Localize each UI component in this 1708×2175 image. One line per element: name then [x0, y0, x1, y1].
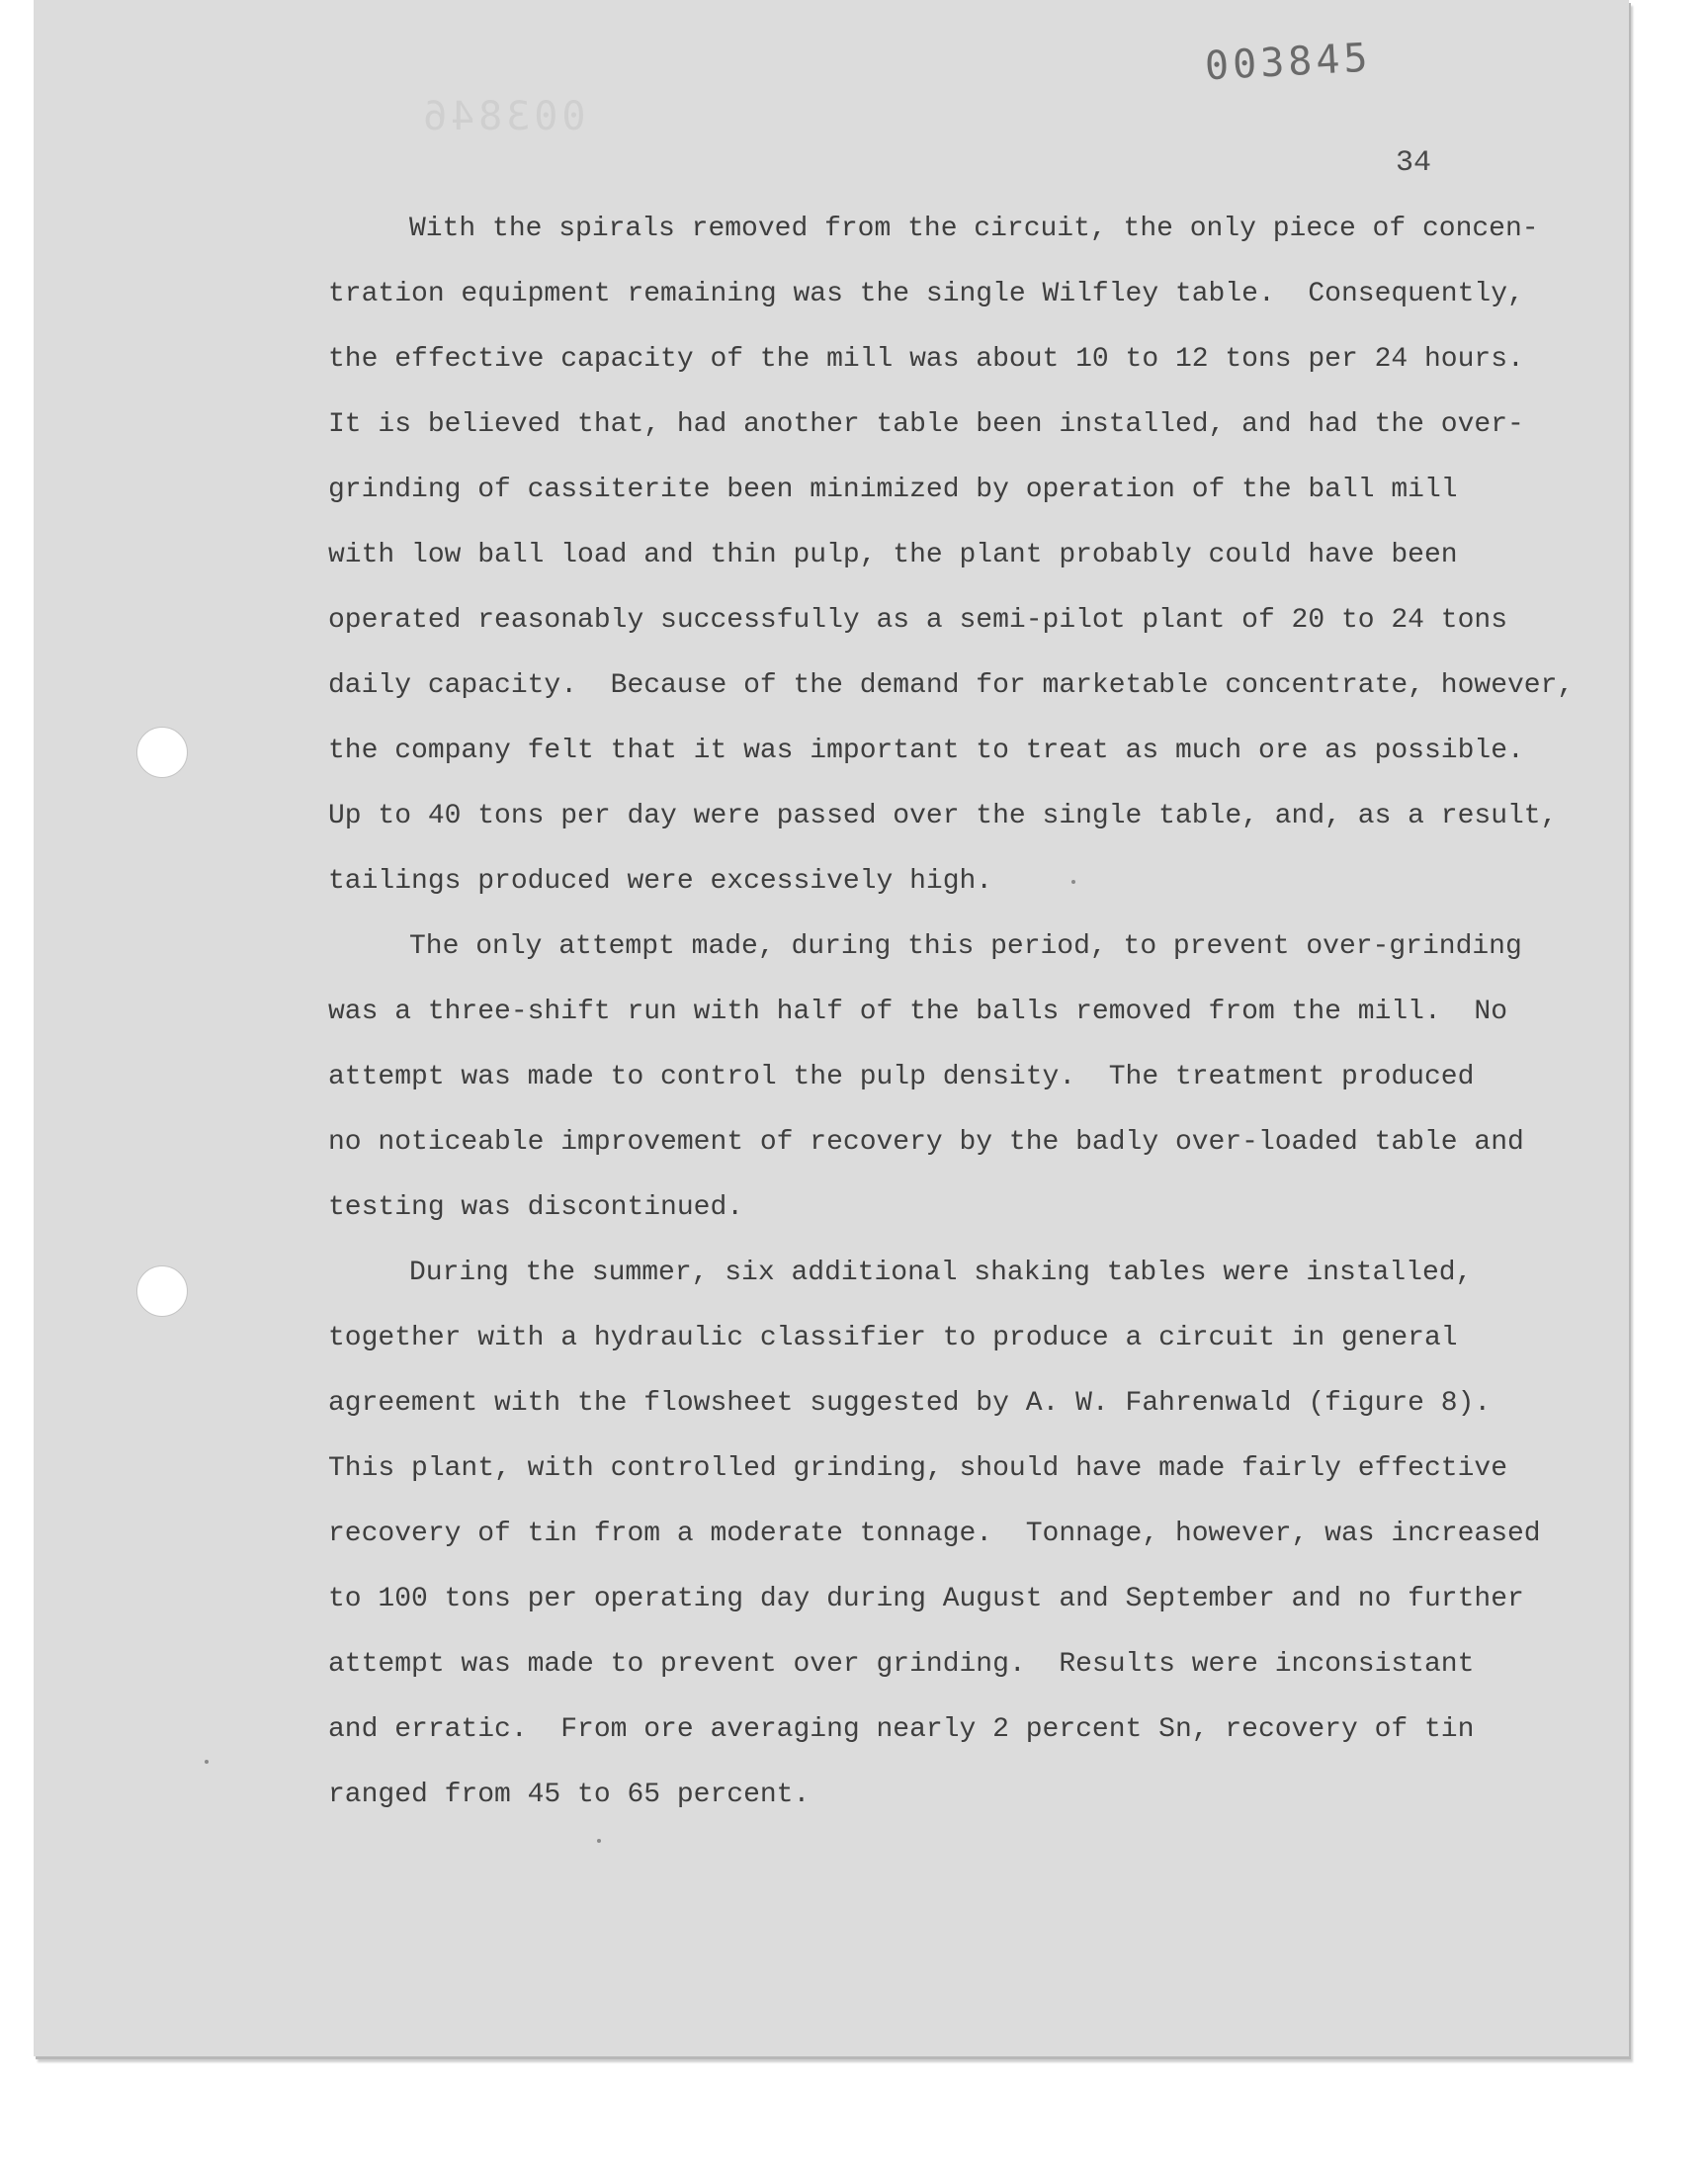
text-line: the effective capacity of the mill was about 10 to 12 tons per 24 hours. [328, 344, 1524, 375]
body-text [328, 204, 1603, 1835]
text-line: operated reasonably successfully as a semi-pilot plant of 20 to 24 tons [328, 605, 1507, 636]
text-line: With the spirals removed from the circuit, the only piece of concen- [409, 214, 1539, 244]
text-line: During the summer, six additional shaking tables were installed, [409, 1258, 1473, 1288]
speck-mark [597, 1839, 601, 1843]
text-line: It is believed that, had another table been installed, and had the over- [328, 409, 1524, 440]
text-line: recovery of tin from a moderate tonnage. Tonnage, however, was increased [328, 1519, 1541, 1549]
text-line: agreement with the flowsheet suggested by A. W. Fahrenwald (figure 8). [328, 1388, 1492, 1419]
document-page [34, 0, 1629, 2056]
text-line: and erratic. From ore averaging nearly 2 percent Sn, recovery of tin [328, 1714, 1475, 1745]
text-line: attempt was made to prevent over grinding. Results were inconsistant [328, 1649, 1475, 1680]
stamp-number: 003845 [1203, 35, 1373, 90]
text-line: Up to 40 tons per day were passed over the single table, and, as a result, [328, 801, 1558, 831]
text-line: ranged from 45 to 65 percent. [328, 1780, 811, 1810]
text-line: no noticeable improvement of recovery by the badly over-loaded table and [328, 1127, 1524, 1158]
text-line: the company felt that it was important to treat as much ore as possible. [328, 736, 1524, 766]
text-line: together with a hydraulic classifier to produce a circuit in general [328, 1323, 1458, 1353]
text-line: The only attempt made, during this period, to prevent over-grinding [409, 931, 1522, 962]
text-line: daily capacity. Because of the demand for marketable concentrate, however, [328, 670, 1575, 701]
text-line: tration equipment remaining was the single Wilfley table. Consequently, [328, 279, 1524, 309]
text-line: with low ball load and thin pulp, the plant probably could have been [328, 540, 1458, 570]
text-line: grinding of cassiterite been minimized by operation of the ball mill [328, 475, 1458, 505]
speck-mark [205, 1760, 209, 1764]
text-line: to 100 tons per operating day during August and September and no further [328, 1584, 1524, 1614]
page-number: 34 [1396, 146, 1432, 180]
text-line: was a three-shift run with half of the balls removed from the mill. No [328, 997, 1507, 1027]
text-line: tailings produced were excessively high. [328, 866, 993, 897]
text-line: attempt was made to control the pulp density. The treatment produced [328, 1062, 1475, 1092]
text-line: testing was discontinued. [328, 1192, 744, 1223]
punch-hole-icon [136, 1265, 188, 1317]
punch-hole-icon [136, 727, 188, 778]
show-through-stamp-number: 003846 [419, 94, 586, 139]
text-line: This plant, with controlled grinding, should have made fairly effective [328, 1453, 1507, 1484]
